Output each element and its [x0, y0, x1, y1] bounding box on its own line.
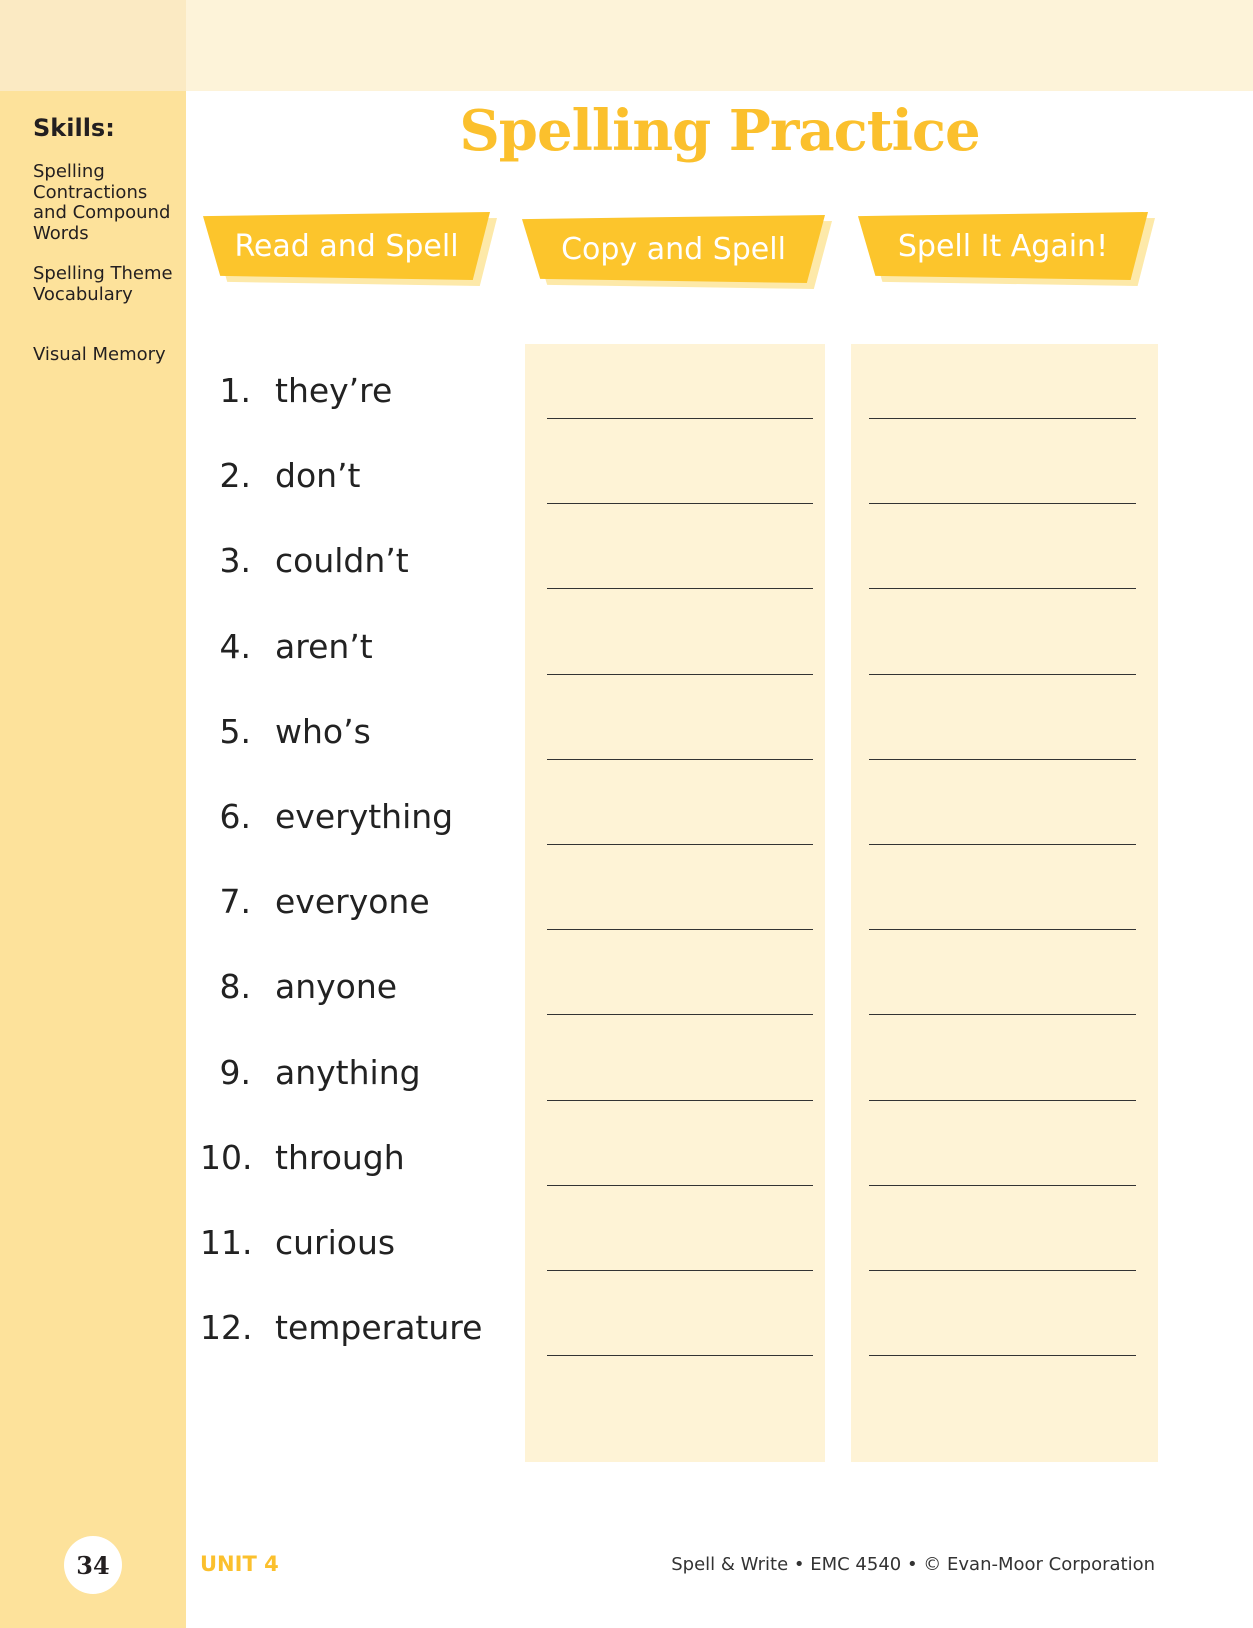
spell-it-again-line[interactable]	[869, 929, 1136, 930]
word-row	[0, 797, 1253, 847]
word-number: 7.	[219, 882, 251, 922]
copy-and-spell-line[interactable]	[547, 1355, 813, 1356]
copy-and-spell-line[interactable]	[547, 1270, 813, 1271]
copy-and-spell-line[interactable]	[547, 674, 813, 675]
copy-and-spell-line[interactable]	[547, 588, 813, 589]
word-number: 8.	[219, 967, 251, 1007]
word-number: 6.	[219, 797, 251, 836]
word-number: 9.	[219, 1052, 251, 1092]
column-header-read-and-spell	[203, 212, 490, 280]
spell-it-again-line[interactable]	[869, 418, 1136, 419]
spell-it-again-line[interactable]	[869, 1185, 1136, 1186]
spelling-word: who’s	[275, 711, 371, 751]
column-header-label: Read and Spell	[234, 228, 459, 264]
column-header-label: Spell It Again!	[897, 228, 1109, 264]
copy-and-spell-line[interactable]	[547, 1185, 813, 1186]
word-row	[0, 456, 1253, 506]
word-number: 2.	[219, 456, 251, 496]
copy-and-spell-line[interactable]	[547, 503, 813, 504]
spell-it-again-line[interactable]	[869, 588, 1136, 589]
spell-it-again-line[interactable]	[869, 844, 1136, 845]
spelling-word: anything	[275, 1052, 421, 1092]
word-row	[0, 1138, 1253, 1188]
skills-heading: Skills:	[33, 114, 115, 142]
spelling-word: everything	[275, 797, 454, 836]
word-row	[0, 967, 1253, 1017]
spelling-word: anyone	[275, 967, 398, 1007]
unit-label: UNIT 4	[200, 1552, 279, 1576]
spelling-word: aren’t	[275, 626, 373, 666]
skill-item: Spelling Contractions and Compound Words	[33, 161, 171, 244]
top-band	[0, 0, 1253, 91]
spell-it-again-line[interactable]	[869, 674, 1136, 675]
word-number: 1.	[219, 371, 251, 410]
word-number: 3.	[219, 541, 251, 581]
spelling-word: they’re	[275, 371, 393, 410]
word-row	[0, 712, 1253, 762]
sidebar	[0, 91, 186, 1628]
word-row	[0, 1053, 1253, 1103]
word-row	[0, 541, 1253, 591]
word-number: 10.	[200, 1137, 253, 1177]
copy-and-spell-line[interactable]	[547, 418, 813, 419]
spelling-word: curious	[275, 1223, 396, 1262]
word-row	[0, 1223, 1253, 1273]
word-row	[0, 627, 1253, 677]
word-row	[0, 1308, 1253, 1358]
skill-item: Visual Memory	[33, 344, 166, 365]
copy-and-spell-line[interactable]	[547, 759, 813, 760]
spell-it-again-line[interactable]	[869, 1355, 1136, 1356]
spelling-word: don’t	[275, 456, 361, 496]
column-header-label: Copy and Spell	[561, 231, 786, 267]
page-title: Spelling Practice	[459, 98, 980, 164]
spelling-word: temperature	[275, 1308, 483, 1348]
spell-it-again-line[interactable]	[869, 1100, 1136, 1101]
spell-it-again-line[interactable]	[869, 1270, 1136, 1271]
spelling-word: couldn’t	[275, 541, 409, 581]
spell-it-again-line[interactable]	[869, 503, 1136, 504]
spell-it-again-line[interactable]	[869, 759, 1136, 760]
spelling-word: everyone	[275, 882, 430, 922]
copy-and-spell-line[interactable]	[547, 844, 813, 845]
top-band-corner	[0, 0, 186, 91]
word-row	[0, 371, 1253, 421]
column-header-copy-and-spell	[522, 215, 825, 283]
word-row	[0, 882, 1253, 932]
copy-and-spell-line[interactable]	[547, 1014, 813, 1015]
copy-and-spell-line[interactable]	[547, 929, 813, 930]
page-number: 34	[64, 1536, 122, 1594]
spell-it-again-line[interactable]	[869, 1014, 1136, 1015]
word-number: 12.	[200, 1308, 253, 1348]
footer-credits: Spell & Write • EMC 4540 • © Evan-Moor Corporation	[671, 1554, 1155, 1575]
skill-item: Spelling Theme Vocabulary	[33, 263, 173, 305]
spelling-word: through	[275, 1137, 405, 1177]
word-number: 11.	[200, 1223, 253, 1262]
copy-and-spell-line[interactable]	[547, 1100, 813, 1101]
column-header-spell-it-again	[858, 212, 1148, 280]
word-number: 5.	[219, 711, 251, 751]
word-number: 4.	[219, 626, 251, 666]
